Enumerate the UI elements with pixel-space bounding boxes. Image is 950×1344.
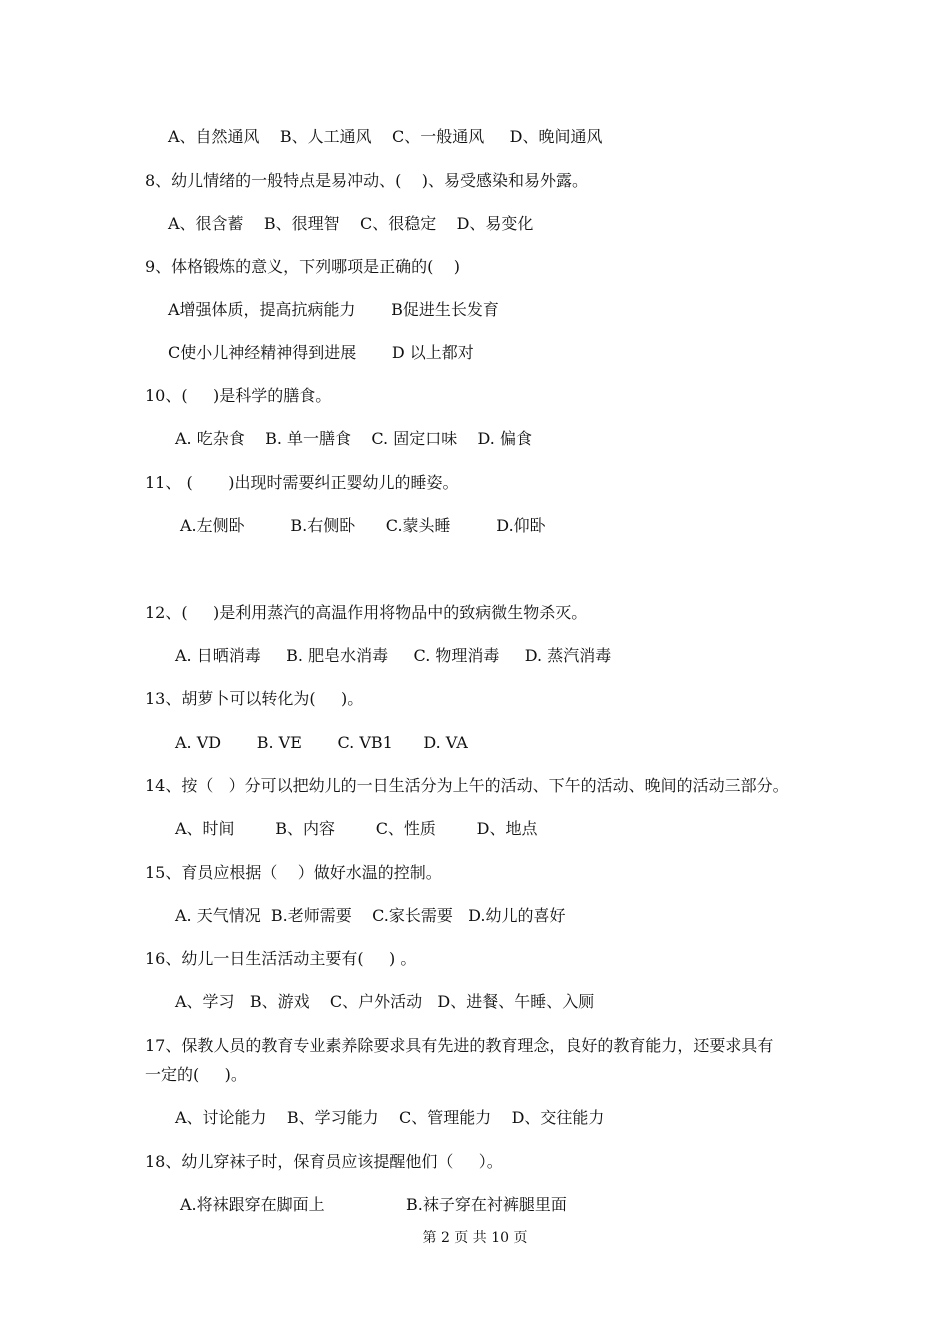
option-line: A、自然通风 B、人工通风 C、一般通风 D、晚间通风 [168,127,603,146]
option-line: A增强体质，提高抗病能力 B促进生长发育 [168,300,499,319]
option-line: A. 日晒消毒 B. 肥皂水消毒 C. 物理消毒 D. 蒸汽消毒 [175,646,612,665]
question-16: 16、幼儿一日生活活动主要有( ) 。 [145,949,417,968]
question-15: 15、育员应根据（ ）做好水温的控制。 [145,863,442,882]
question-17-continued: 一定的( )。 [145,1065,247,1084]
question-9: 9、体格锻炼的意义，下列哪项是正确的( ) [145,257,461,276]
option-line: A.左侧卧 B.右侧卧 C.蒙头睡 D.仰卧 [180,516,546,535]
option-line: A. 吃杂食 B. 单一膳食 C. 固定口味 D. 偏食 [175,429,532,448]
question-17: 17、保教人员的教育专业素养除要求具有先进的教育理念，良好的教育能力，还要求具有 [145,1036,774,1055]
question-13: 13、胡萝卜可以转化为( )。 [145,689,364,708]
option-line: C使小儿神经精神得到进展 D 以上都对 [168,343,474,362]
option-line: A. VD B. VE C. VB1 D. VA [175,733,468,752]
option-line: A、很含蓄 B、很理智 C、很稳定 D、易变化 [168,214,534,233]
question-8: 8、幼儿情绪的一般特点是易冲动、( )、易受感染和易外露。 [145,171,589,190]
question-18: 18、幼儿穿袜子时，保育员应该提醒他们（ ）。 [145,1152,503,1171]
question-10: 10、( )是科学的膳食。 [145,386,332,405]
option-line: A. 天气情况 B.老师需要 C.家长需要 D.幼儿的喜好 [175,906,566,925]
question-11: 11、 ( )出现时需要纠正婴幼儿的睡姿。 [145,473,459,492]
option-line: A、时间 B、内容 C、性质 D、地点 [175,819,538,838]
option-line: A.将袜跟穿在脚面上 B.袜子穿在衬裤腿里面 [180,1195,567,1214]
page-number-footer: 第 2 页 共 10 页 [422,1230,528,1246]
question-12: 12、( )是利用蒸汽的高温作用将物品中的致病微生物杀灭。 [145,603,588,622]
option-line: A、讨论能力 B、学习能力 C、管理能力 D、交往能力 [175,1108,605,1127]
option-line: A、学习 B、游戏 C、户外活动 D、进餐、午睡、入厕 [175,992,595,1011]
question-14: 14、按（ ）分可以把幼儿的一日生活分为上午的活动、下午的活动、晚间的活动三部分。 [145,776,789,795]
